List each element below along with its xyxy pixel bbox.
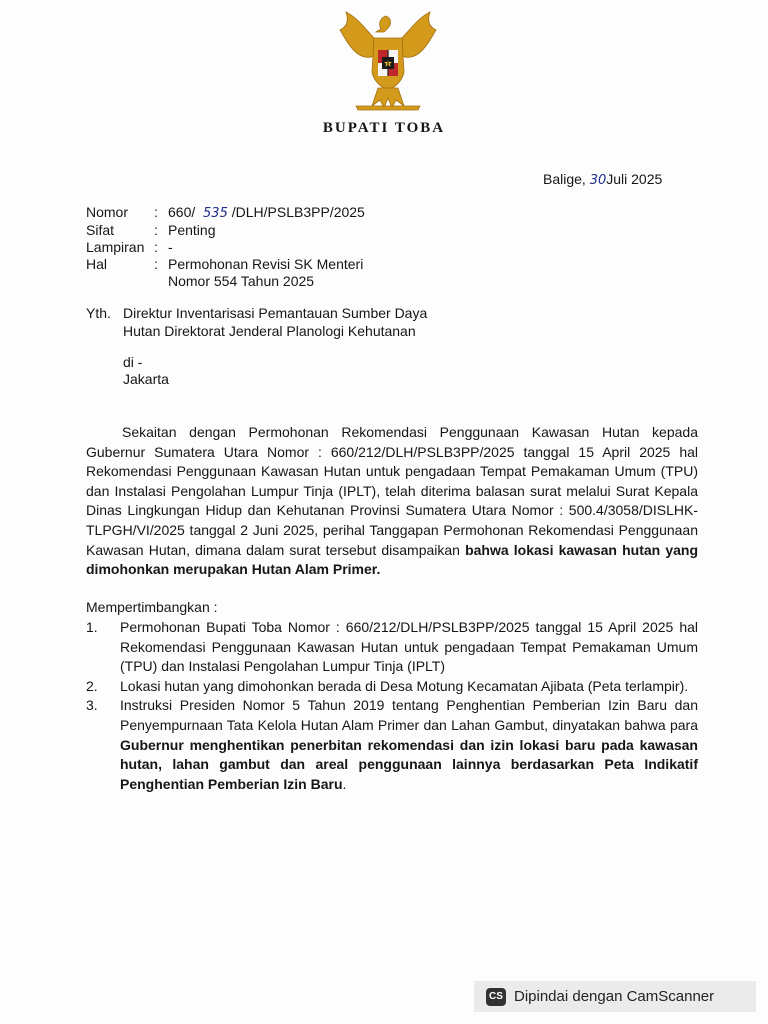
recipient-label: Yth. xyxy=(86,305,111,321)
list-item xyxy=(84,696,698,794)
recipient-lines xyxy=(123,304,427,340)
nomor-suffix: /DLH/PSLB3PP/2025 xyxy=(231,204,365,220)
paragraph-1-text: Sekaitan dengan Permohonan Rekomendasi Penggunaan Kawasan Hutan kepada Gubernur Sumatera Utara Nomor : 660/212/DLH/PSLB3PP/2025 tanggal 15 April 2025 hal Rekomendasi Penggunaan Kawasan Hutan untuk pengadaan Tempat Pemakaman Umum (TPU) dan Instalasi Pengolahan Lumpur Tinja (IPLT), telah diterima balasan surat melalui Surat Kepala Dinas Lingkungan Hidup dan Kehutanan Provinsi Sumatera Utara Nomor : 500.4/3058/DISLHK-TLPGH/VI/2025 tanggal 2 Juni 2025, perihal Tanggapan Permohonan Rekomendasi Penggunaan Kawasan Hutan, dimana dalam surat tersebut disampaikan xyxy=(86,424,698,558)
hal-line-2: Nomor 554 Tahun 2025 xyxy=(168,273,315,289)
meta-separator: : xyxy=(154,239,158,255)
list-item-text-normal: Instruksi Presiden Nomor 5 Tahun 2019 tentang Penghentian Pemberian Izin Baru dan Penyempurnaan Tata Kelola Hutan Alam Primer dan Lahan Gambut, dinyatakan bahwa para xyxy=(120,697,698,733)
meta-separator: : xyxy=(154,256,158,272)
place-date xyxy=(543,171,662,188)
list-item-text-bold: Gubernur menghentikan penerbitan rekomendasi dan izin lokasi baru pada kawasan hutan, lahan gambut dan areal penggunaan lainnya berdasarkan Peta Indikatif Penghentian Pemberian Izin Baru xyxy=(120,736,698,792)
list-item xyxy=(84,677,698,697)
list-item-number: 1. xyxy=(86,619,98,635)
list-item-number: 3. xyxy=(86,697,98,714)
meta-separator: : xyxy=(154,222,158,238)
meta-lampiran-row xyxy=(86,239,365,256)
recipient-city: Jakarta xyxy=(123,371,169,387)
recipient-location xyxy=(123,354,169,388)
recipient-line-1: Direktur Inventarisasi Pemantauan Sumber Daya xyxy=(123,305,428,321)
meta-nomor-value xyxy=(168,204,365,222)
meta-sifat-value: Penting xyxy=(168,222,216,238)
camscanner-label: Dipindai dengan CamScanner xyxy=(514,988,715,1005)
list-item-text: Permohonan Bupati Toba Nomor : 660/212/DLH/PSLB3PP/2025 tanggal 15 April 2025 hal Rekomendasi Penggunaan Kawasan Hutan untuk pengadaan Tempat Pemakaman Umum (TPU) dan Instalasi Pengolahan Lumpur Tinja (IPLT) xyxy=(120,619,698,675)
meta-hal-label: Hal xyxy=(86,256,108,272)
garuda-pancasila-emblem xyxy=(336,10,440,112)
recipient-di: di - xyxy=(123,354,143,370)
date-day-handwritten: 30 xyxy=(589,173,607,188)
meta-hal-row xyxy=(86,256,365,290)
nomor-handwritten: 535 xyxy=(203,206,228,221)
camscanner-badge xyxy=(474,981,756,1012)
list-item-number: 2. xyxy=(86,677,98,694)
date-month-year: Juli 2025 xyxy=(606,171,663,187)
list-item xyxy=(84,618,698,677)
considerations-list xyxy=(84,618,698,794)
meta-sifat-label: Sifat xyxy=(86,222,115,238)
date-place: Balige, xyxy=(543,171,586,187)
meta-nomor-row xyxy=(86,204,365,222)
considering-heading: Mempertimbangkan : xyxy=(86,599,218,615)
meta-hal-value xyxy=(168,256,363,290)
list-item-text-end: . xyxy=(342,775,347,792)
paragraph-1-bold-text: bahwa lokasi kawasan hutan yang dimohonkan merupakan Hutan Alam Primer. xyxy=(86,541,699,578)
meta-lampiran-value: - xyxy=(168,239,173,255)
recipient-line-2: Hutan Direktorat Jenderal Planologi Kehutanan xyxy=(123,323,416,339)
meta-lampiran-label: Lampiran xyxy=(86,239,145,255)
paragraph-1 xyxy=(86,423,698,580)
meta-sifat-row xyxy=(86,222,365,239)
organization-title: BUPATI TOBA xyxy=(322,120,446,136)
letter-meta xyxy=(86,204,365,290)
nomor-prefix: 660/ xyxy=(168,204,196,220)
camscanner-icon: CS xyxy=(486,988,506,1006)
meta-separator: : xyxy=(154,204,158,220)
body-paragraph xyxy=(86,423,698,580)
meta-nomor-label: Nomor xyxy=(86,204,129,220)
list-item-text xyxy=(120,696,698,794)
hal-line-1: Permohonan Revisi SK Menteri xyxy=(168,256,364,272)
list-item-text: Lokasi hutan yang dimohonkan berada di Desa Motung Kecamatan Ajibata (Peta terlampir). xyxy=(120,677,689,694)
